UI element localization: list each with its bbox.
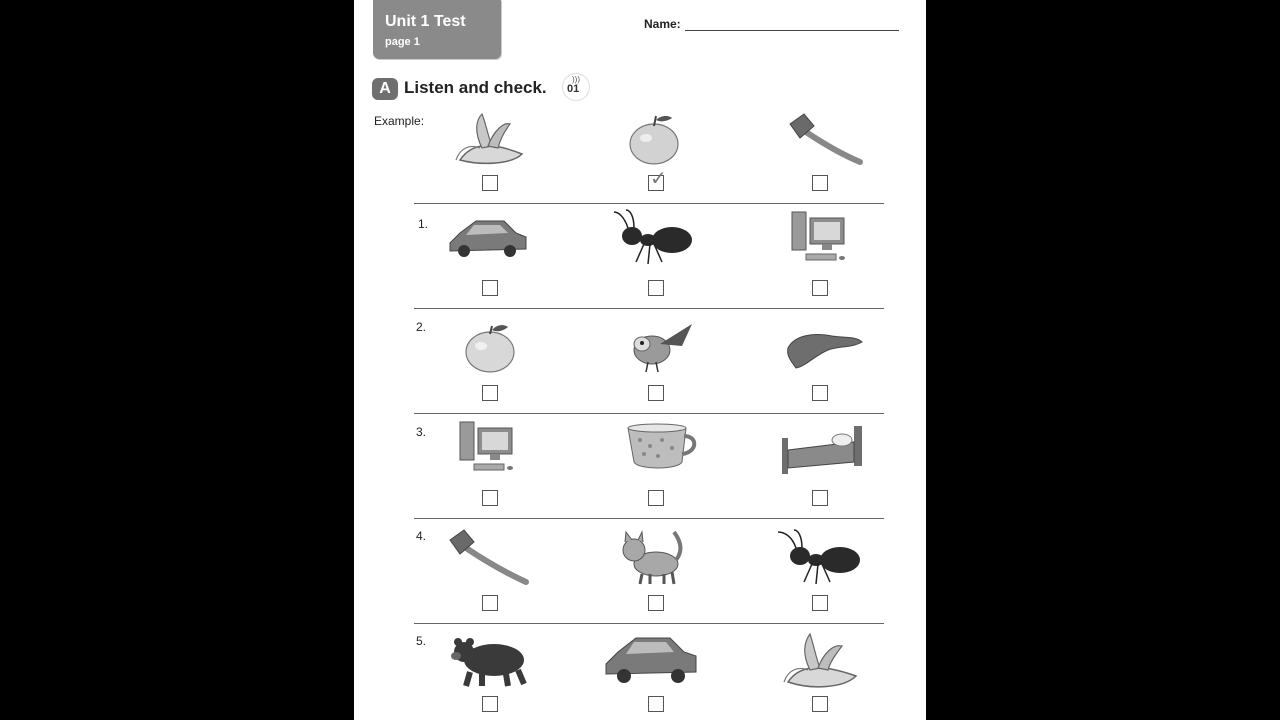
page-label: page 1: [385, 36, 420, 48]
question-5-option-2-checkbox[interactable]: [648, 696, 664, 712]
sound-wave-icon: ))): [572, 75, 580, 84]
audio-track-icon: [562, 73, 590, 101]
question-2-option-1-checkbox[interactable]: [482, 385, 498, 401]
question-1-option-1-checkbox[interactable]: [482, 280, 498, 296]
row-divider: [414, 623, 884, 624]
alligator-icon: [782, 322, 864, 372]
name-label: Name:: [644, 17, 681, 31]
section-instruction: Listen and check.: [404, 78, 547, 97]
question-1-option-3-checkbox[interactable]: [812, 280, 828, 296]
ant-icon: [608, 208, 694, 268]
banana-icon: [452, 112, 528, 166]
cat-icon: [618, 528, 688, 586]
question-3-option-1-checkbox[interactable]: [482, 490, 498, 506]
computer-icon: [788, 208, 850, 266]
worksheet-page: [354, 0, 926, 720]
cup-icon: [624, 422, 700, 474]
question-2-option-3-checkbox[interactable]: [812, 385, 828, 401]
question-4-option-2-checkbox[interactable]: [648, 595, 664, 611]
row-divider: [414, 413, 884, 414]
bird-icon: [626, 318, 696, 376]
example-option-2-checkbox[interactable]: [648, 168, 667, 191]
check-mark-icon: ✓: [650, 168, 667, 190]
example-option-1-checkbox[interactable]: [482, 175, 498, 191]
track-number: 01: [567, 83, 580, 95]
question-5-number: 5.: [416, 634, 427, 648]
banana-icon: [780, 632, 860, 690]
example-label: Example:: [374, 114, 425, 128]
question-3-number: 3.: [416, 425, 427, 439]
example-option-3-checkbox[interactable]: [812, 175, 828, 191]
question-2-number: 2.: [416, 320, 427, 334]
apple-icon: [626, 112, 682, 166]
computer-icon: [456, 418, 518, 476]
question-3-option-2-checkbox[interactable]: [648, 490, 664, 506]
question-1-option-2-checkbox[interactable]: [648, 280, 664, 296]
car-icon: [602, 632, 700, 690]
name-line[interactable]: [685, 30, 899, 31]
car-icon: [446, 215, 530, 263]
axe-icon: [446, 528, 532, 588]
question-4-number: 4.: [416, 529, 427, 543]
question-2-option-2-checkbox[interactable]: [648, 385, 664, 401]
question-4-option-1-checkbox[interactable]: [482, 595, 498, 611]
question-3-option-3-checkbox[interactable]: [812, 490, 828, 506]
apple-icon: [462, 322, 520, 374]
row-divider: [414, 308, 884, 309]
title-tab: [373, 0, 501, 59]
section-letter-badge: A: [372, 78, 398, 100]
question-4-option-3-checkbox[interactable]: [812, 595, 828, 611]
axe-icon: [786, 112, 866, 166]
question-5-option-1-checkbox[interactable]: [482, 696, 498, 712]
bear-icon: [448, 632, 530, 688]
ant-icon: [774, 528, 864, 588]
row-divider: [414, 518, 884, 519]
question-5-option-3-checkbox[interactable]: [812, 696, 828, 712]
bed-icon: [780, 420, 866, 476]
test-title: Unit 1 Test: [385, 13, 466, 30]
row-divider: [414, 203, 884, 204]
question-1-number: 1.: [418, 217, 429, 231]
